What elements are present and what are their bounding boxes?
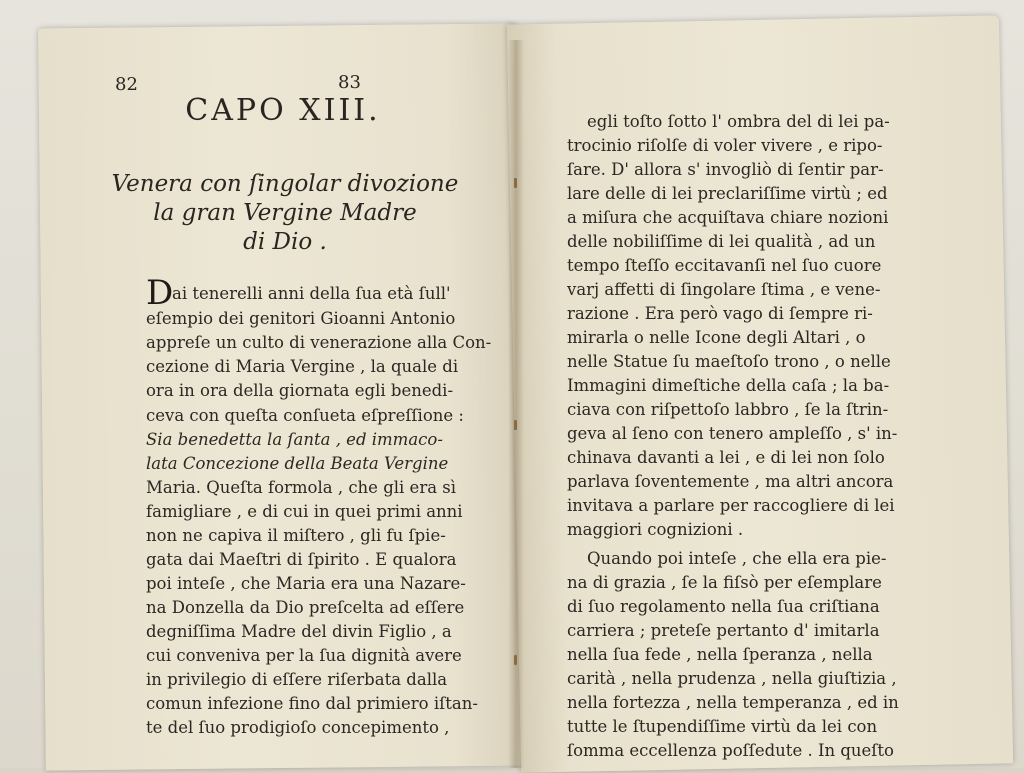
left-text-line: in privilegio di eſſere riſerbata dalla: [146, 670, 448, 689]
left-text-line: degniſſima Madre del divin Figlio , a: [146, 622, 452, 641]
left-text-line: cezione di Maria Vergine , la quale di: [146, 357, 459, 376]
left-text-line: ceva con queſta conſueta eſpreſſione :: [146, 406, 464, 425]
left-text-line: ai tenerelli anni della ſua età ſull': [172, 284, 451, 303]
right-text-line: trocinio riſolſe di voler vivere , e ripo-: [567, 136, 883, 155]
right-text-line: invitava a parlare per raccogliere di lei: [567, 496, 895, 515]
left-text-line: lata Concezione della Beata Vergine: [146, 454, 449, 473]
left-text-line: poi inteſe , che Maria era una Nazare-: [146, 574, 466, 593]
right-text-line: egli toſto ſotto l' ombra del di lei pa-: [587, 112, 890, 131]
chapter-subtitle-line: di Dio .: [243, 229, 327, 255]
right-text-line: ſomma eccellenza poſſedute . In queſto: [567, 741, 894, 760]
right-page-number: 83: [338, 72, 361, 93]
right-text-line: lare delle di lei preclariſſime virtù ; ed: [567, 184, 888, 203]
right-text-line: geva al ſeno con tenero ampleſſo , s' in-: [567, 424, 898, 443]
right-text-line: maggiori cognizioni .: [567, 520, 744, 539]
left-text-line: ora in ora della giornata egli benedi-: [146, 381, 454, 400]
right-text-line: tutte le ſtupendiſſime virtù da lei con: [567, 717, 878, 736]
binding-stitch: [514, 178, 517, 188]
left-text-line: na Donzella da Dio preſcelta ad eſſere: [146, 598, 465, 617]
left-text-line: comun infezione fino dal primiero iſtan-: [146, 694, 478, 713]
right-text-line: nelle Statue ſu maeſtoſo trono , o nelle: [567, 352, 891, 371]
right-text-line: parlava ſoventemente , ma altri ancora: [567, 472, 894, 491]
chapter-subtitle-line: la gran Vergine Madre: [153, 200, 417, 226]
binding-stitch: [514, 420, 517, 430]
right-text-line: carità , nella prudenza , nella giuſtizia ,: [567, 669, 897, 688]
right-text-line: delle nobiliſſime di lei qualità , ad un: [567, 232, 876, 251]
right-text-line: chinava davanti a lei , e di lei non ſolo: [567, 448, 885, 467]
chapter-title: CAPO XIII.: [185, 93, 381, 128]
right-text-line: na di grazia , ſe la fiſsò per eſemplare: [567, 573, 882, 592]
left-text-line: Sia benedetta la ſanta , ed immaco-: [146, 430, 443, 449]
right-text-line: nella fortezza , nella temperanza , ed in: [567, 693, 899, 712]
right-text-line: ſare. D' allora s' invogliò di ſentir par-: [567, 160, 884, 179]
left-text-line: Maria. Queſta formola , che gli era sì: [146, 478, 457, 497]
right-text-line: ciava con riſpettoſo labbro , ſe la ſtrin-: [567, 400, 889, 419]
right-text-line: carriera ; preteſe pertanto d' imitarla: [567, 621, 880, 640]
left-text-line: gata dai Maeſtri di ſpirito . E qualora: [146, 550, 457, 569]
left-text-line: te del ſuo prodigioſo concepimento ,: [146, 718, 450, 737]
left-text-line: eſempio dei genitori Gioanni Antonio: [146, 309, 456, 328]
right-text-line: varj affetti di ſingolare ſtima , e vene-: [567, 280, 881, 299]
left-text-line: appreſe un culto di venerazione alla Con-: [146, 333, 492, 352]
right-text-line: razione . Era però vago di ſempre ri-: [567, 304, 873, 323]
left-page-number: 82: [115, 74, 138, 95]
right-text-line: tempo ſteſſo eccitavanſi nel ſuo cuore: [567, 256, 882, 275]
right-text-line: mirarla o nelle Icone degli Altari , o: [567, 328, 866, 347]
right-text-line: Immagini dimeſtiche della caſa ; la ba-: [567, 376, 890, 395]
binding-stitch: [514, 655, 517, 665]
left-text-line: non ne capiva il miſtero , gli fu ſpie-: [146, 526, 446, 545]
right-text-line: a miſura che acquiſtava chiare nozioni: [567, 208, 889, 227]
chapter-subtitle-line: Venera con ſingolar divozione: [111, 171, 459, 197]
right-text-line: di ſuo regolamento nella ſua criſtiana: [567, 597, 880, 616]
left-text-line: cui conveniva per la ſua dignità avere: [146, 646, 462, 665]
drop-cap: D: [146, 273, 174, 313]
left-text-line: famigliare , e di cui in quei primi anni: [146, 502, 463, 521]
right-text-line: Quando poi inteſe , che ella era pie-: [587, 549, 887, 568]
right-text-line: nella ſua fede , nella ſperanza , nella: [567, 645, 873, 664]
